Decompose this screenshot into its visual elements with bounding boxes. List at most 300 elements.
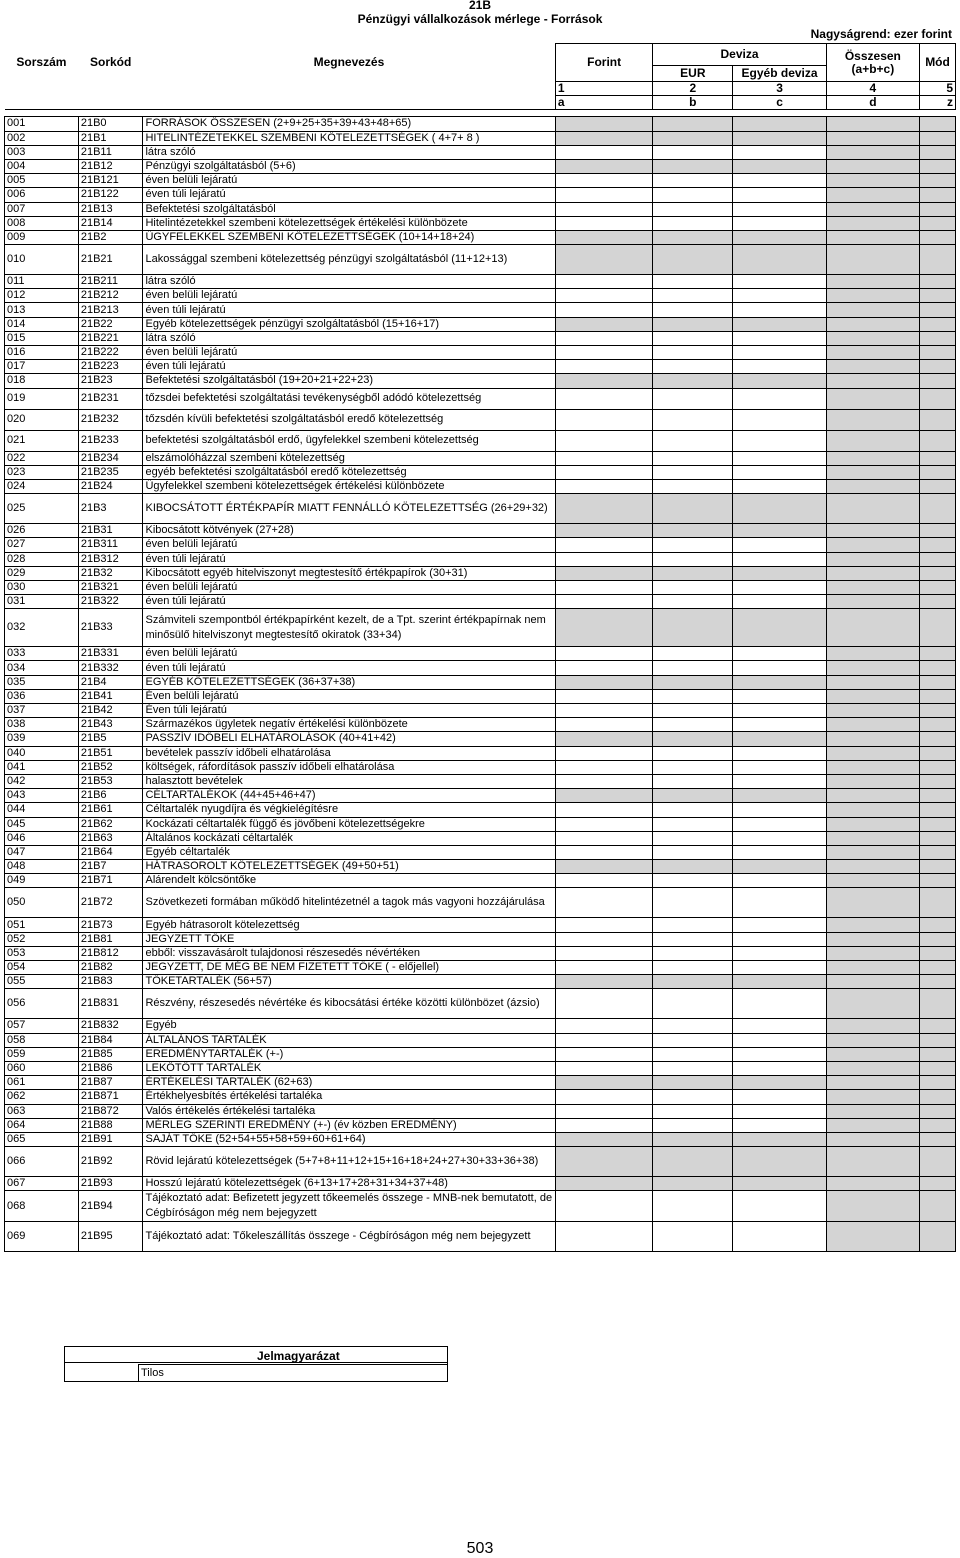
forint-cell[interactable] bbox=[555, 860, 652, 874]
egyeb-deviza-cell[interactable] bbox=[733, 451, 826, 465]
egyeb-deviza-cell[interactable] bbox=[733, 689, 826, 703]
forint-cell[interactable] bbox=[555, 465, 652, 479]
forint-cell[interactable] bbox=[555, 174, 652, 188]
osszesen-cell[interactable] bbox=[826, 360, 919, 374]
forint-cell[interactable] bbox=[555, 1132, 652, 1146]
osszesen-cell[interactable] bbox=[826, 595, 919, 609]
forint-cell[interactable] bbox=[555, 1090, 652, 1104]
mod-cell[interactable] bbox=[920, 675, 956, 689]
egyeb-deviza-cell[interactable] bbox=[733, 704, 826, 718]
mod-cell[interactable] bbox=[920, 874, 956, 888]
egyeb-deviza-cell[interactable] bbox=[733, 159, 826, 173]
egyeb-deviza-cell[interactable] bbox=[733, 188, 826, 202]
eur-cell[interactable] bbox=[653, 961, 733, 975]
forint-cell[interactable] bbox=[555, 145, 652, 159]
egyeb-deviza-cell[interactable] bbox=[733, 1090, 826, 1104]
egyeb-deviza-cell[interactable] bbox=[733, 331, 826, 345]
osszesen-cell[interactable] bbox=[826, 989, 919, 1019]
osszesen-cell[interactable] bbox=[826, 1118, 919, 1132]
osszesen-cell[interactable] bbox=[826, 245, 919, 275]
egyeb-deviza-cell[interactable] bbox=[733, 538, 826, 552]
forint-cell[interactable] bbox=[555, 552, 652, 566]
forint-cell[interactable] bbox=[555, 1104, 652, 1118]
mod-cell[interactable] bbox=[920, 803, 956, 817]
mod-cell[interactable] bbox=[920, 289, 956, 303]
osszesen-cell[interactable] bbox=[826, 946, 919, 960]
egyeb-deviza-cell[interactable] bbox=[733, 789, 826, 803]
egyeb-deviza-cell[interactable] bbox=[733, 946, 826, 960]
osszesen-cell[interactable] bbox=[826, 845, 919, 859]
forint-cell[interactable] bbox=[555, 479, 652, 493]
egyeb-deviza-cell[interactable] bbox=[733, 1033, 826, 1047]
egyeb-deviza-cell[interactable] bbox=[733, 860, 826, 874]
mod-cell[interactable] bbox=[920, 732, 956, 746]
osszesen-cell[interactable] bbox=[826, 388, 919, 409]
egyeb-deviza-cell[interactable] bbox=[733, 675, 826, 689]
eur-cell[interactable] bbox=[653, 874, 733, 888]
mod-cell[interactable] bbox=[920, 465, 956, 479]
osszesen-cell[interactable] bbox=[826, 552, 919, 566]
egyeb-deviza-cell[interactable] bbox=[733, 874, 826, 888]
osszesen-cell[interactable] bbox=[826, 1191, 919, 1222]
eur-cell[interactable] bbox=[653, 989, 733, 1019]
eur-cell[interactable] bbox=[653, 145, 733, 159]
forint-cell[interactable] bbox=[555, 989, 652, 1019]
mod-cell[interactable] bbox=[920, 538, 956, 552]
osszesen-cell[interactable] bbox=[826, 932, 919, 946]
forint-cell[interactable] bbox=[555, 746, 652, 760]
osszesen-cell[interactable] bbox=[826, 817, 919, 831]
egyeb-deviza-cell[interactable] bbox=[733, 317, 826, 331]
egyeb-deviza-cell[interactable] bbox=[733, 647, 826, 661]
eur-cell[interactable] bbox=[653, 595, 733, 609]
egyeb-deviza-cell[interactable] bbox=[733, 409, 826, 430]
mod-cell[interactable] bbox=[920, 230, 956, 244]
forint-cell[interactable] bbox=[555, 451, 652, 465]
forint-cell[interactable] bbox=[555, 580, 652, 594]
forint-cell[interactable] bbox=[555, 961, 652, 975]
osszesen-cell[interactable] bbox=[826, 888, 919, 918]
forint-cell[interactable] bbox=[555, 1118, 652, 1132]
eur-cell[interactable] bbox=[653, 1177, 733, 1191]
egyeb-deviza-cell[interactable] bbox=[733, 831, 826, 845]
eur-cell[interactable] bbox=[653, 289, 733, 303]
forint-cell[interactable] bbox=[555, 1177, 652, 1191]
egyeb-deviza-cell[interactable] bbox=[733, 732, 826, 746]
osszesen-cell[interactable] bbox=[826, 230, 919, 244]
egyeb-deviza-cell[interactable] bbox=[733, 1019, 826, 1033]
forint-cell[interactable] bbox=[555, 689, 652, 703]
forint-cell[interactable] bbox=[555, 346, 652, 360]
forint-cell[interactable] bbox=[555, 1222, 652, 1252]
mod-cell[interactable] bbox=[920, 609, 956, 647]
osszesen-cell[interactable] bbox=[826, 275, 919, 289]
forint-cell[interactable] bbox=[555, 202, 652, 216]
egyeb-deviza-cell[interactable] bbox=[733, 566, 826, 580]
egyeb-deviza-cell[interactable] bbox=[733, 1147, 826, 1177]
forint-cell[interactable] bbox=[555, 888, 652, 918]
forint-cell[interactable] bbox=[555, 831, 652, 845]
egyeb-deviza-cell[interactable] bbox=[733, 245, 826, 275]
mod-cell[interactable] bbox=[920, 430, 956, 451]
eur-cell[interactable] bbox=[653, 975, 733, 989]
osszesen-cell[interactable] bbox=[826, 430, 919, 451]
forint-cell[interactable] bbox=[555, 331, 652, 345]
forint-cell[interactable] bbox=[555, 524, 652, 538]
osszesen-cell[interactable] bbox=[826, 975, 919, 989]
mod-cell[interactable] bbox=[920, 1147, 956, 1177]
mod-cell[interactable] bbox=[920, 346, 956, 360]
mod-cell[interactable] bbox=[920, 1222, 956, 1252]
mod-cell[interactable] bbox=[920, 746, 956, 760]
mod-cell[interactable] bbox=[920, 774, 956, 788]
forint-cell[interactable] bbox=[555, 760, 652, 774]
forint-cell[interactable] bbox=[555, 289, 652, 303]
eur-cell[interactable] bbox=[653, 675, 733, 689]
osszesen-cell[interactable] bbox=[826, 661, 919, 675]
osszesen-cell[interactable] bbox=[826, 704, 919, 718]
forint-cell[interactable] bbox=[555, 303, 652, 317]
eur-cell[interactable] bbox=[653, 388, 733, 409]
forint-cell[interactable] bbox=[555, 595, 652, 609]
mod-cell[interactable] bbox=[920, 860, 956, 874]
mod-cell[interactable] bbox=[920, 845, 956, 859]
egyeb-deviza-cell[interactable] bbox=[733, 275, 826, 289]
egyeb-deviza-cell[interactable] bbox=[733, 803, 826, 817]
forint-cell[interactable] bbox=[555, 1033, 652, 1047]
osszesen-cell[interactable] bbox=[826, 774, 919, 788]
egyeb-deviza-cell[interactable] bbox=[733, 145, 826, 159]
eur-cell[interactable] bbox=[653, 845, 733, 859]
mod-cell[interactable] bbox=[920, 946, 956, 960]
egyeb-deviza-cell[interactable] bbox=[733, 174, 826, 188]
eur-cell[interactable] bbox=[653, 360, 733, 374]
osszesen-cell[interactable] bbox=[826, 479, 919, 493]
eur-cell[interactable] bbox=[653, 774, 733, 788]
mod-cell[interactable] bbox=[920, 188, 956, 202]
forint-cell[interactable] bbox=[555, 874, 652, 888]
mod-cell[interactable] bbox=[920, 524, 956, 538]
mod-cell[interactable] bbox=[920, 1076, 956, 1090]
mod-cell[interactable] bbox=[920, 932, 956, 946]
forint-cell[interactable] bbox=[555, 918, 652, 932]
osszesen-cell[interactable] bbox=[826, 1177, 919, 1191]
eur-cell[interactable] bbox=[653, 374, 733, 388]
mod-cell[interactable] bbox=[920, 494, 956, 524]
forint-cell[interactable] bbox=[555, 732, 652, 746]
eur-cell[interactable] bbox=[653, 1047, 733, 1061]
eur-cell[interactable] bbox=[653, 580, 733, 594]
osszesen-cell[interactable] bbox=[826, 451, 919, 465]
egyeb-deviza-cell[interactable] bbox=[733, 1118, 826, 1132]
eur-cell[interactable] bbox=[653, 174, 733, 188]
forint-cell[interactable] bbox=[555, 661, 652, 675]
eur-cell[interactable] bbox=[653, 789, 733, 803]
osszesen-cell[interactable] bbox=[826, 746, 919, 760]
egyeb-deviza-cell[interactable] bbox=[733, 1177, 826, 1191]
eur-cell[interactable] bbox=[653, 1019, 733, 1033]
forint-cell[interactable] bbox=[555, 609, 652, 647]
egyeb-deviza-cell[interactable] bbox=[733, 289, 826, 303]
forint-cell[interactable] bbox=[555, 409, 652, 430]
egyeb-deviza-cell[interactable] bbox=[733, 1104, 826, 1118]
forint-cell[interactable] bbox=[555, 538, 652, 552]
forint-cell[interactable] bbox=[555, 817, 652, 831]
forint-cell[interactable] bbox=[555, 317, 652, 331]
osszesen-cell[interactable] bbox=[826, 117, 919, 131]
osszesen-cell[interactable] bbox=[826, 303, 919, 317]
eur-cell[interactable] bbox=[653, 817, 733, 831]
mod-cell[interactable] bbox=[920, 317, 956, 331]
osszesen-cell[interactable] bbox=[826, 961, 919, 975]
eur-cell[interactable] bbox=[653, 230, 733, 244]
osszesen-cell[interactable] bbox=[826, 918, 919, 932]
egyeb-deviza-cell[interactable] bbox=[733, 552, 826, 566]
mod-cell[interactable] bbox=[920, 117, 956, 131]
eur-cell[interactable] bbox=[653, 1222, 733, 1252]
mod-cell[interactable] bbox=[920, 961, 956, 975]
mod-cell[interactable] bbox=[920, 174, 956, 188]
eur-cell[interactable] bbox=[653, 746, 733, 760]
egyeb-deviza-cell[interactable] bbox=[733, 360, 826, 374]
osszesen-cell[interactable] bbox=[826, 580, 919, 594]
eur-cell[interactable] bbox=[653, 451, 733, 465]
osszesen-cell[interactable] bbox=[826, 524, 919, 538]
forint-cell[interactable] bbox=[555, 932, 652, 946]
mod-cell[interactable] bbox=[920, 1132, 956, 1146]
eur-cell[interactable] bbox=[653, 275, 733, 289]
mod-cell[interactable] bbox=[920, 451, 956, 465]
osszesen-cell[interactable] bbox=[826, 609, 919, 647]
osszesen-cell[interactable] bbox=[826, 317, 919, 331]
eur-cell[interactable] bbox=[653, 317, 733, 331]
osszesen-cell[interactable] bbox=[826, 789, 919, 803]
mod-cell[interactable] bbox=[920, 303, 956, 317]
mod-cell[interactable] bbox=[920, 1047, 956, 1061]
eur-cell[interactable] bbox=[653, 216, 733, 230]
eur-cell[interactable] bbox=[653, 479, 733, 493]
forint-cell[interactable] bbox=[555, 216, 652, 230]
forint-cell[interactable] bbox=[555, 1019, 652, 1033]
egyeb-deviza-cell[interactable] bbox=[733, 465, 826, 479]
eur-cell[interactable] bbox=[653, 609, 733, 647]
forint-cell[interactable] bbox=[555, 1191, 652, 1222]
eur-cell[interactable] bbox=[653, 117, 733, 131]
osszesen-cell[interactable] bbox=[826, 409, 919, 430]
mod-cell[interactable] bbox=[920, 789, 956, 803]
eur-cell[interactable] bbox=[653, 409, 733, 430]
forint-cell[interactable] bbox=[555, 117, 652, 131]
mod-cell[interactable] bbox=[920, 131, 956, 145]
osszesen-cell[interactable] bbox=[826, 289, 919, 303]
osszesen-cell[interactable] bbox=[826, 1047, 919, 1061]
osszesen-cell[interactable] bbox=[826, 1033, 919, 1047]
forint-cell[interactable] bbox=[555, 675, 652, 689]
egyeb-deviza-cell[interactable] bbox=[733, 1047, 826, 1061]
egyeb-deviza-cell[interactable] bbox=[733, 932, 826, 946]
mod-cell[interactable] bbox=[920, 159, 956, 173]
eur-cell[interactable] bbox=[653, 918, 733, 932]
egyeb-deviza-cell[interactable] bbox=[733, 524, 826, 538]
mod-cell[interactable] bbox=[920, 202, 956, 216]
osszesen-cell[interactable] bbox=[826, 566, 919, 580]
osszesen-cell[interactable] bbox=[826, 1147, 919, 1177]
osszesen-cell[interactable] bbox=[826, 331, 919, 345]
mod-cell[interactable] bbox=[920, 1061, 956, 1075]
eur-cell[interactable] bbox=[653, 1104, 733, 1118]
egyeb-deviza-cell[interactable] bbox=[733, 494, 826, 524]
mod-cell[interactable] bbox=[920, 647, 956, 661]
egyeb-deviza-cell[interactable] bbox=[733, 1222, 826, 1252]
osszesen-cell[interactable] bbox=[826, 465, 919, 479]
egyeb-deviza-cell[interactable] bbox=[733, 216, 826, 230]
egyeb-deviza-cell[interactable] bbox=[733, 918, 826, 932]
mod-cell[interactable] bbox=[920, 245, 956, 275]
forint-cell[interactable] bbox=[555, 1147, 652, 1177]
osszesen-cell[interactable] bbox=[826, 675, 919, 689]
osszesen-cell[interactable] bbox=[826, 831, 919, 845]
osszesen-cell[interactable] bbox=[826, 718, 919, 732]
osszesen-cell[interactable] bbox=[826, 346, 919, 360]
egyeb-deviza-cell[interactable] bbox=[733, 346, 826, 360]
eur-cell[interactable] bbox=[653, 303, 733, 317]
osszesen-cell[interactable] bbox=[826, 159, 919, 173]
eur-cell[interactable] bbox=[653, 188, 733, 202]
eur-cell[interactable] bbox=[653, 1118, 733, 1132]
eur-cell[interactable] bbox=[653, 888, 733, 918]
osszesen-cell[interactable] bbox=[826, 689, 919, 703]
egyeb-deviza-cell[interactable] bbox=[733, 774, 826, 788]
egyeb-deviza-cell[interactable] bbox=[733, 1061, 826, 1075]
osszesen-cell[interactable] bbox=[826, 1090, 919, 1104]
forint-cell[interactable] bbox=[555, 845, 652, 859]
osszesen-cell[interactable] bbox=[826, 188, 919, 202]
osszesen-cell[interactable] bbox=[826, 374, 919, 388]
eur-cell[interactable] bbox=[653, 524, 733, 538]
egyeb-deviza-cell[interactable] bbox=[733, 303, 826, 317]
egyeb-deviza-cell[interactable] bbox=[733, 580, 826, 594]
mod-cell[interactable] bbox=[920, 409, 956, 430]
mod-cell[interactable] bbox=[920, 1191, 956, 1222]
eur-cell[interactable] bbox=[653, 1132, 733, 1146]
eur-cell[interactable] bbox=[653, 346, 733, 360]
forint-cell[interactable] bbox=[555, 360, 652, 374]
mod-cell[interactable] bbox=[920, 275, 956, 289]
forint-cell[interactable] bbox=[555, 388, 652, 409]
egyeb-deviza-cell[interactable] bbox=[733, 595, 826, 609]
mod-cell[interactable] bbox=[920, 1177, 956, 1191]
mod-cell[interactable] bbox=[920, 374, 956, 388]
mod-cell[interactable] bbox=[920, 1019, 956, 1033]
forint-cell[interactable] bbox=[555, 803, 652, 817]
mod-cell[interactable] bbox=[920, 552, 956, 566]
egyeb-deviza-cell[interactable] bbox=[733, 430, 826, 451]
mod-cell[interactable] bbox=[920, 331, 956, 345]
mod-cell[interactable] bbox=[920, 975, 956, 989]
eur-cell[interactable] bbox=[653, 494, 733, 524]
eur-cell[interactable] bbox=[653, 1090, 733, 1104]
eur-cell[interactable] bbox=[653, 202, 733, 216]
forint-cell[interactable] bbox=[555, 1047, 652, 1061]
forint-cell[interactable] bbox=[555, 566, 652, 580]
eur-cell[interactable] bbox=[653, 465, 733, 479]
egyeb-deviza-cell[interactable] bbox=[733, 817, 826, 831]
mod-cell[interactable] bbox=[920, 145, 956, 159]
eur-cell[interactable] bbox=[653, 946, 733, 960]
eur-cell[interactable] bbox=[653, 647, 733, 661]
mod-cell[interactable] bbox=[920, 831, 956, 845]
mod-cell[interactable] bbox=[920, 580, 956, 594]
eur-cell[interactable] bbox=[653, 831, 733, 845]
mod-cell[interactable] bbox=[920, 479, 956, 493]
osszesen-cell[interactable] bbox=[826, 1132, 919, 1146]
eur-cell[interactable] bbox=[653, 732, 733, 746]
mod-cell[interactable] bbox=[920, 1033, 956, 1047]
mod-cell[interactable] bbox=[920, 704, 956, 718]
mod-cell[interactable] bbox=[920, 817, 956, 831]
osszesen-cell[interactable] bbox=[826, 202, 919, 216]
mod-cell[interactable] bbox=[920, 918, 956, 932]
eur-cell[interactable] bbox=[653, 1076, 733, 1090]
egyeb-deviza-cell[interactable] bbox=[733, 845, 826, 859]
mod-cell[interactable] bbox=[920, 566, 956, 580]
eur-cell[interactable] bbox=[653, 1033, 733, 1047]
eur-cell[interactable] bbox=[653, 661, 733, 675]
forint-cell[interactable] bbox=[555, 188, 652, 202]
egyeb-deviza-cell[interactable] bbox=[733, 388, 826, 409]
mod-cell[interactable] bbox=[920, 216, 956, 230]
forint-cell[interactable] bbox=[555, 430, 652, 451]
osszesen-cell[interactable] bbox=[826, 174, 919, 188]
forint-cell[interactable] bbox=[555, 275, 652, 289]
osszesen-cell[interactable] bbox=[826, 1061, 919, 1075]
osszesen-cell[interactable] bbox=[826, 760, 919, 774]
eur-cell[interactable] bbox=[653, 718, 733, 732]
eur-cell[interactable] bbox=[653, 704, 733, 718]
forint-cell[interactable] bbox=[555, 975, 652, 989]
eur-cell[interactable] bbox=[653, 1061, 733, 1075]
forint-cell[interactable] bbox=[555, 946, 652, 960]
forint-cell[interactable] bbox=[555, 230, 652, 244]
egyeb-deviza-cell[interactable] bbox=[733, 989, 826, 1019]
forint-cell[interactable] bbox=[555, 1061, 652, 1075]
eur-cell[interactable] bbox=[653, 566, 733, 580]
eur-cell[interactable] bbox=[653, 860, 733, 874]
forint-cell[interactable] bbox=[555, 374, 652, 388]
egyeb-deviza-cell[interactable] bbox=[733, 374, 826, 388]
forint-cell[interactable] bbox=[555, 718, 652, 732]
osszesen-cell[interactable] bbox=[826, 647, 919, 661]
eur-cell[interactable] bbox=[653, 760, 733, 774]
mod-cell[interactable] bbox=[920, 718, 956, 732]
mod-cell[interactable] bbox=[920, 760, 956, 774]
mod-cell[interactable] bbox=[920, 989, 956, 1019]
osszesen-cell[interactable] bbox=[826, 860, 919, 874]
forint-cell[interactable] bbox=[555, 159, 652, 173]
eur-cell[interactable] bbox=[653, 159, 733, 173]
osszesen-cell[interactable] bbox=[826, 216, 919, 230]
egyeb-deviza-cell[interactable] bbox=[733, 117, 826, 131]
egyeb-deviza-cell[interactable] bbox=[733, 975, 826, 989]
forint-cell[interactable] bbox=[555, 245, 652, 275]
mod-cell[interactable] bbox=[920, 1104, 956, 1118]
mod-cell[interactable] bbox=[920, 360, 956, 374]
forint-cell[interactable] bbox=[555, 494, 652, 524]
eur-cell[interactable] bbox=[653, 1147, 733, 1177]
mod-cell[interactable] bbox=[920, 595, 956, 609]
egyeb-deviza-cell[interactable] bbox=[733, 1191, 826, 1222]
egyeb-deviza-cell[interactable] bbox=[733, 661, 826, 675]
